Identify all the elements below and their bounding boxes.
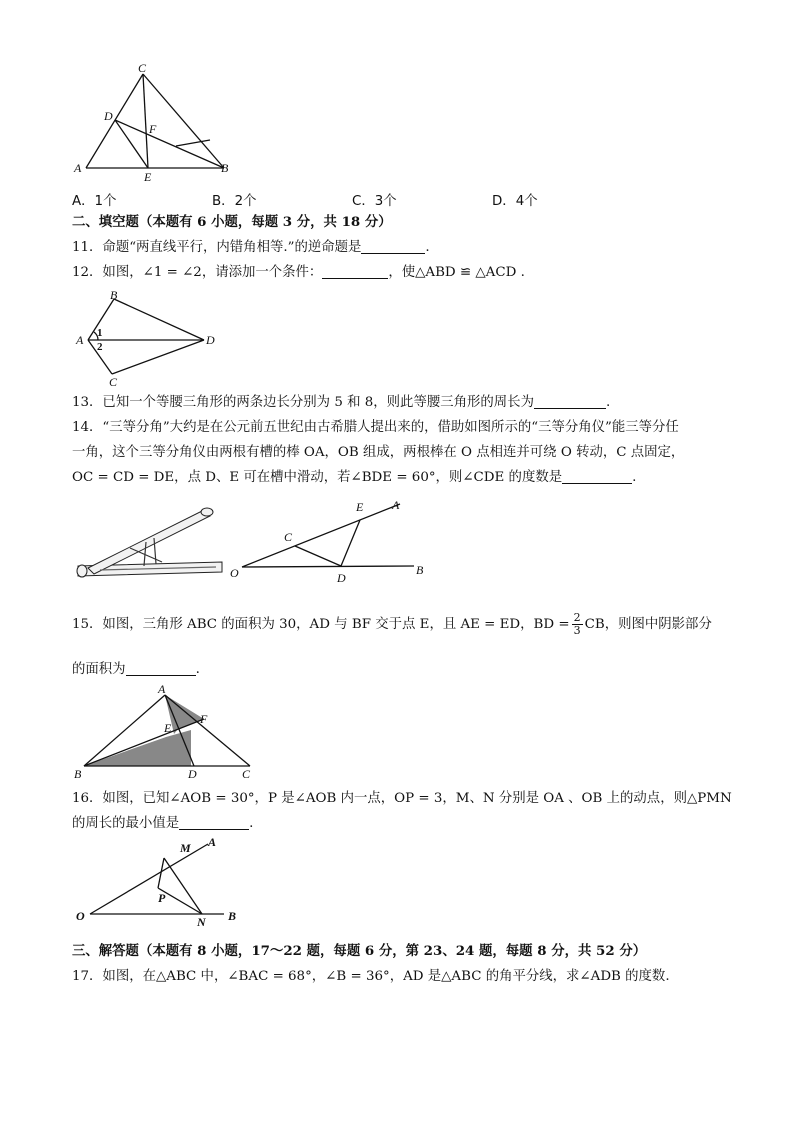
section2-title: 二、填空题（本题有 6 小题，每题 3 分，共 18 分） [72,214,392,230]
label-a: A [208,835,217,849]
q14-line3: OC = CD = DE，点 D、E 可在槽中滑动，若∠BDE = 60°，则∠CDE 的度数是 [72,470,563,485]
q16-line2-wrap [72,814,253,834]
question-13 [72,393,610,413]
question-12 [72,263,525,283]
segment-cb [143,74,224,168]
figure-q12 [70,288,230,388]
label-d: D [206,333,215,347]
figure-q10 [70,62,240,187]
label-f: F [149,122,157,136]
rod-oa-end [201,508,213,516]
q15-line2-wrap [72,660,200,680]
q14-line2: 一角，这个三等分角仪由两根有槽的棒 OA，OB 组成，两根棒在 O 点相连并可绕 O 转动，C 点固定， [72,445,685,460]
question-17: 17．如图，在△ABC 中，∠BAC = 68°，∠B = 36°，AD 是△ABC 的角平分线，求∠ADB 的度数. [72,969,670,984]
q12-pre: 12．如图，∠1 = ∠2，请添加一个条件： [72,265,323,280]
figure-q15 [72,682,262,782]
figure-q14-diagram [230,494,440,584]
segment-bd [114,299,204,340]
kite-figure-q12 [70,288,230,388]
q11-end: . [425,240,430,255]
label-n: N [197,915,206,929]
q10-option-b: B．2个 [212,194,257,209]
label-c: C [242,767,251,781]
segment-ac [86,74,143,168]
q14-line3-wrap [72,468,636,488]
q14-line1: 14．“三等分角”大约是在公元前五世纪由古希腊人提出来的，借助如图所示的“三等分角仪”能三等分任 [72,420,679,435]
fraction-numerator: 2 [573,611,581,624]
label-b: B [416,563,424,577]
q15-pre: 15．如图，三角形 ABC 的面积为 30，AD 与 BF 交于点 E，且 AE = ED，BD = [72,617,570,632]
label-c: C [109,375,118,389]
label-e: E [356,500,364,514]
q15-post: CB，则图中阴影部分 [584,617,712,632]
q16-answer-blank[interactable] [179,815,249,830]
trisector-device-drawing [76,500,226,585]
label-angle-1: 1 [97,327,103,339]
q15-line2: 的面积为 [72,662,126,677]
shaded-triangle-figure-q15 [72,682,262,782]
label-d: D [188,767,197,781]
question-11 [72,238,430,258]
shaded-region-bed [84,730,191,766]
q13-answer-blank[interactable] [534,394,606,409]
q14-end: . [632,470,637,485]
q12-post: ，使△ABD ≌ △ACD . [388,265,525,280]
q15-end: . [195,662,200,677]
q13-end: . [605,395,611,410]
segment-ob [242,566,414,567]
label-e: E [144,170,152,184]
label-d: D [104,109,113,123]
label-b: B [228,909,237,923]
label-m: M [180,841,191,855]
label-b: B [110,288,118,302]
segment-ce [143,74,148,168]
label-c: C [284,530,293,544]
triangle-figure-q10 [70,62,240,187]
q10-option-a: A．1个 [72,194,117,209]
label-d: D [337,571,346,585]
label-a: A [158,682,166,696]
label-a: A [392,498,400,512]
segment-mn [164,858,202,914]
label-c: C [138,61,147,75]
figure-q14-trisector [76,500,226,585]
label-a: A [74,161,82,175]
label-f: F [200,712,208,726]
angle-point-figure-q16 [74,836,254,931]
label-b: B [221,161,229,175]
q10-option-c: C．3个 [352,194,397,209]
question-15 [72,612,712,638]
label-b: B [74,767,82,781]
angle-trisection-diagram [230,494,440,584]
segment-cd [112,340,204,374]
q12-answer-blank[interactable] [322,264,388,279]
fraction-denominator: 3 [573,624,581,637]
q10-option-d: D．4个 [492,194,538,209]
label-o: O [76,909,85,923]
q13-text: 13．已知一个等腰三角形的两条边长分别为 5 和 8，则此等腰三角形的周长为 [72,395,534,410]
label-angle-2: 2 [97,341,103,353]
q15-answer-blank[interactable] [126,661,196,676]
section3-title: 三、解答题（本题有 8 小题，17～22 题，每题 6 分，第 23、24 题，每题 8 分，共 52 分） [72,943,647,959]
fraction-two-thirds [572,612,583,637]
figure-q16 [74,836,254,931]
q16-line1: 16．如图，已知∠AOB = 30°，P 是∠AOB 内一点，OP = 3，M、N 分别是 OA 、OB 上的动点，则△PMN [72,791,732,806]
link-3 [130,548,162,562]
q14-answer-blank[interactable] [562,469,632,484]
q11-answer-blank[interactable] [361,239,425,254]
label-a: A [76,333,84,347]
rod-joint [77,565,87,577]
q16-end: . [249,816,254,831]
label-o: O [230,566,239,580]
label-p: P [158,891,166,905]
segment-cd [295,546,341,566]
label-e: E [164,721,172,735]
q11-text: 11．命题“两直线平行，内错角相等.”的逆命题是 [72,240,362,255]
q16-line2: 的周长的最小值是 [72,816,180,831]
